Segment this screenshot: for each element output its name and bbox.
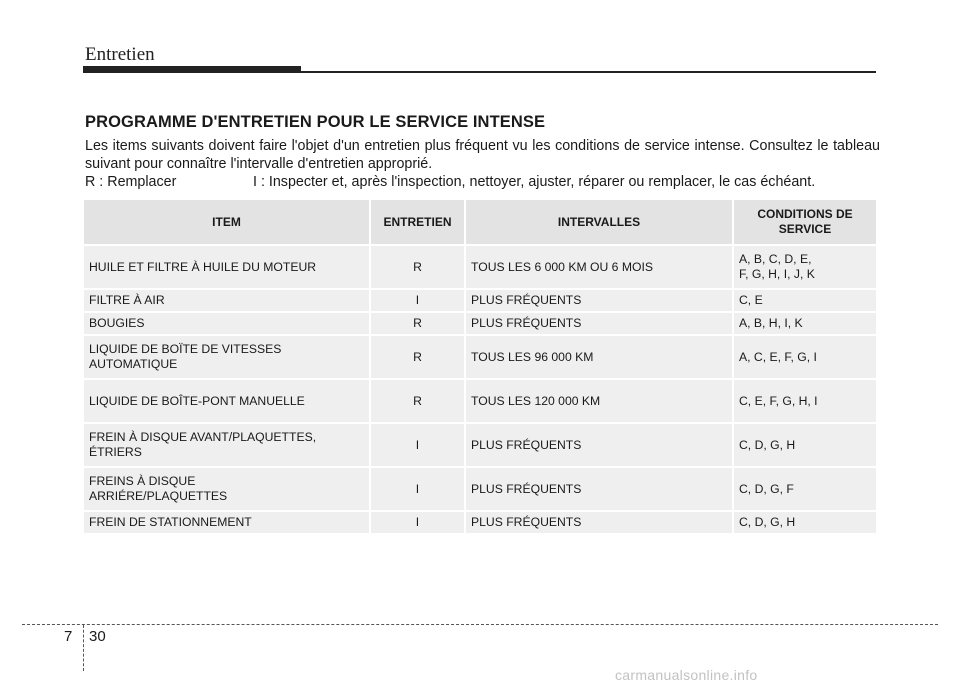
header-entretien: ENTRETIEN: [370, 200, 465, 245]
cell-intervalles: PLUS FRÉQUENTS: [465, 423, 733, 467]
footer-divider: [22, 624, 938, 625]
cell-entretien: R: [370, 245, 465, 289]
table-row: [84, 379, 876, 423]
table-row: [84, 467, 876, 511]
cell-item: FILTRE À AIR: [84, 289, 370, 312]
legend-line: [85, 174, 885, 190]
legend-inspect: I : Inspecter et, après l'inspection, nettoyer, ajuster, réparer ou remplacer, le cas échéant.: [253, 174, 816, 190]
cell-conditions: C, E, F, G, H, I: [733, 379, 876, 423]
table-header-row: [84, 200, 876, 245]
header-intervalles: INTERVALLES: [465, 200, 733, 245]
header-item: ITEM: [84, 200, 370, 245]
table-row: [84, 289, 876, 312]
cell-entretien: R: [370, 335, 465, 379]
footer-vertical-divider: [83, 625, 84, 671]
table-row: [84, 245, 876, 289]
cell-conditions: A, B, H, I, K: [733, 312, 876, 335]
header-rule: [83, 71, 876, 73]
cell-item: BOUGIES: [84, 312, 370, 335]
cell-entretien: R: [370, 312, 465, 335]
cell-intervalles: PLUS FRÉQUENTS: [465, 511, 733, 533]
section-heading: PROGRAMME D'ENTRETIEN POUR LE SERVICE INTENSE: [85, 113, 546, 131]
cell-intervalles: TOUS LES 120 000 KM: [465, 379, 733, 423]
intro-paragraph: Les items suivants doivent faire l'objet d'un entretien plus fréquent vu les conditions de service intense. Consultez le tableau suivant pour connaître l'intervalle d'entretien approprié.: [85, 138, 880, 172]
cell-conditions: C, D, G, H: [733, 511, 876, 533]
cell-entretien: I: [370, 289, 465, 312]
cell-conditions: A, B, C, D, E, F, G, H, I, J, K: [733, 245, 876, 289]
cell-entretien: I: [370, 423, 465, 467]
cell-intervalles: PLUS FRÉQUENTS: [465, 289, 733, 312]
chapter-number: 7: [64, 628, 73, 645]
header-title: Entretien: [85, 44, 155, 65]
table-row: [84, 335, 876, 379]
cell-entretien: I: [370, 467, 465, 511]
cell-entretien: I: [370, 511, 465, 533]
watermark-text: carmanualsonline.info: [615, 667, 758, 683]
table-row: [84, 312, 876, 335]
cell-intervalles: TOUS LES 6 000 KM OU 6 MOIS: [465, 245, 733, 289]
cell-item: LIQUIDE DE BOÎTE-PONT MANUELLE: [84, 379, 370, 423]
cell-conditions: C, D, G, H: [733, 423, 876, 467]
cell-entretien: R: [370, 379, 465, 423]
cell-item: HUILE ET FILTRE À HUILE DU MOTEUR: [84, 245, 370, 289]
cell-item: LIQUIDE DE BOÏTE DE VITESSES AUTOMATIQUE: [84, 335, 370, 379]
cell-item: FREINS À DISQUE ARRIÉRE/PLAQUETTES: [84, 467, 370, 511]
cell-item: FREIN À DISQUE AVANT/PLAQUETTES, ÉTRIERS: [84, 423, 370, 467]
table-row: [84, 423, 876, 467]
header-conditions: CONDITIONS DE SERVICE: [733, 200, 876, 245]
cell-conditions: A, C, E, F, G, I: [733, 335, 876, 379]
cell-intervalles: TOUS LES 96 000 KM: [465, 335, 733, 379]
cell-conditions: C, E: [733, 289, 876, 312]
legend-replace: R : Remplacer: [85, 174, 177, 190]
cell-conditions: C, D, G, F: [733, 467, 876, 511]
maintenance-table: [84, 200, 876, 533]
page-number: 30: [89, 628, 106, 645]
table-row: [84, 511, 876, 533]
cell-intervalles: PLUS FRÉQUENTS: [465, 312, 733, 335]
cell-item: FREIN DE STATIONNEMENT: [84, 511, 370, 533]
cell-intervalles: PLUS FRÉQUENTS: [465, 467, 733, 511]
